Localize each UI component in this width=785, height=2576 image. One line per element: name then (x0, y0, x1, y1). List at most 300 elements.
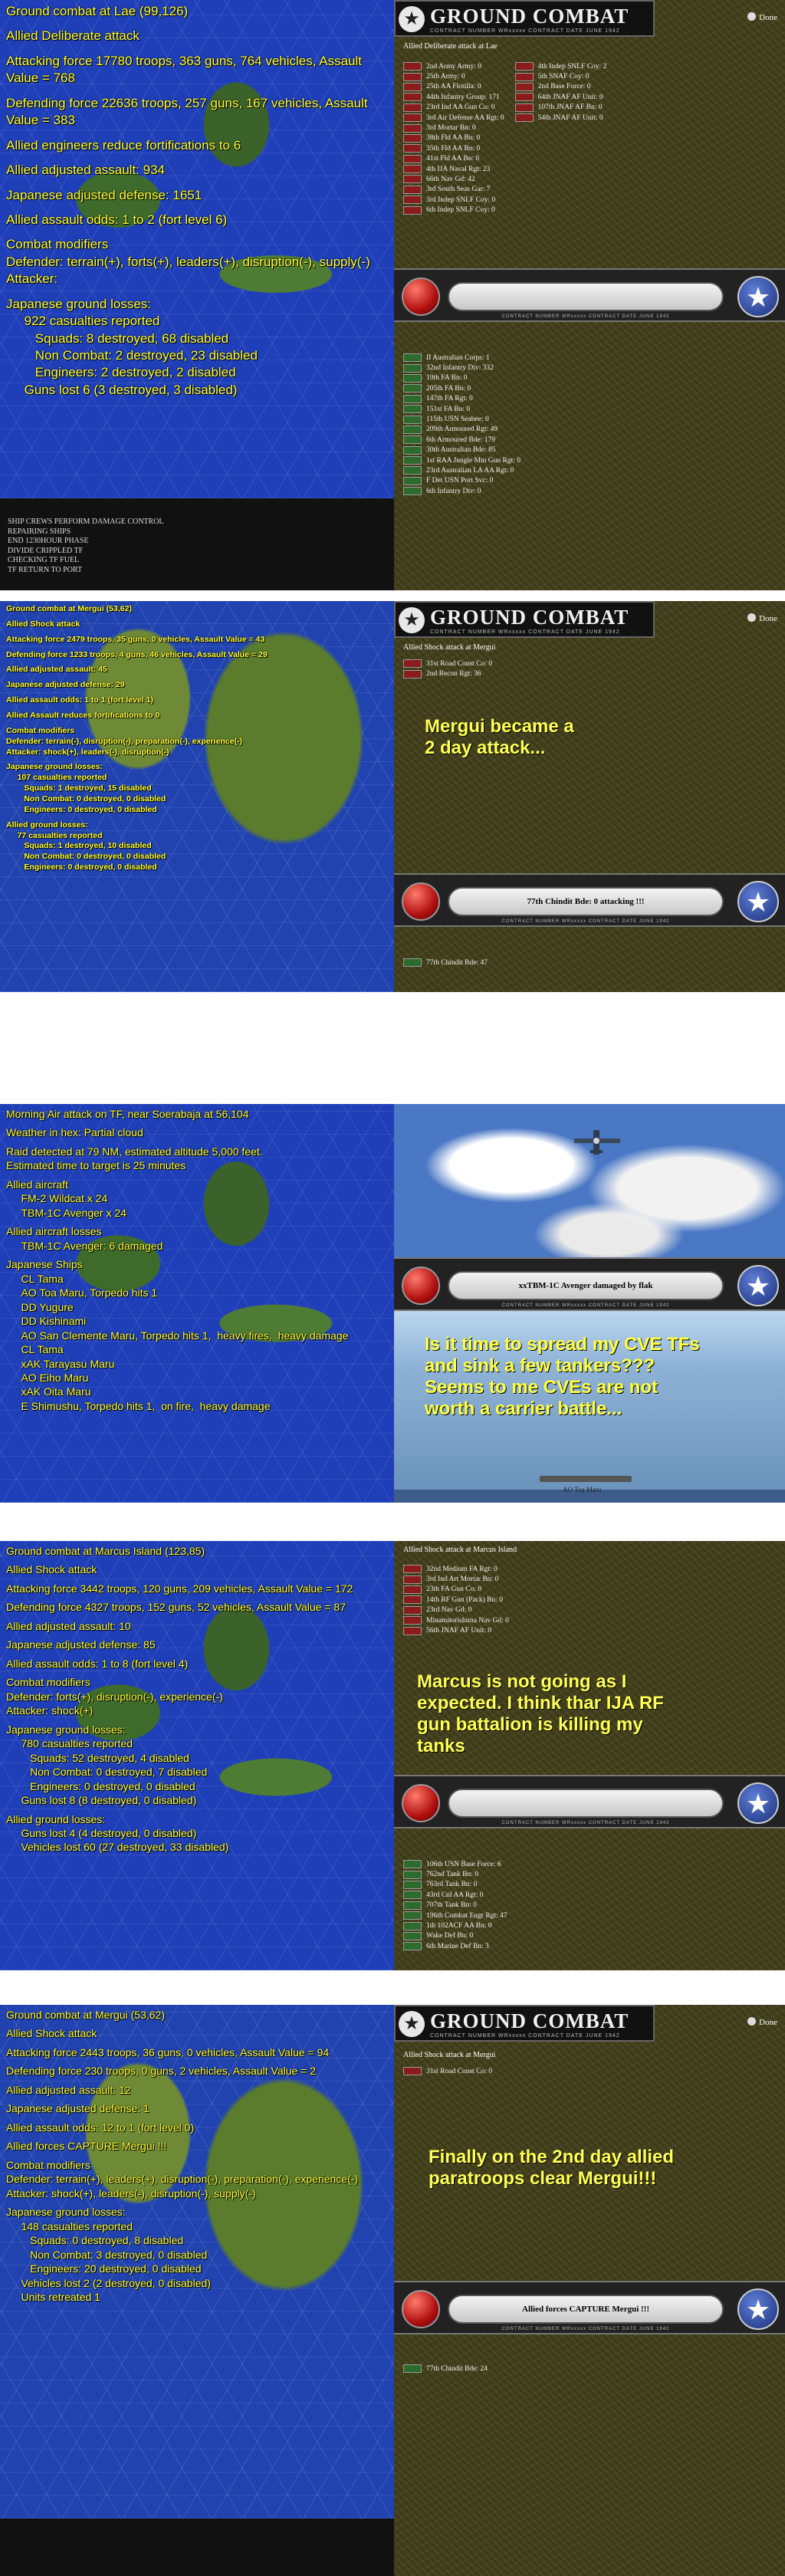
report-line: AO San Clemente Maru, Torpedo hits 1, heavy fires, heavy damage (6, 1329, 349, 1342)
unit-counter-icon (403, 426, 422, 434)
report-line: Attacking force 17780 troops, 363 guns, 764 vehicles, Assault Value = 768 (6, 53, 366, 86)
unit-counter-icon (515, 62, 534, 71)
unit-row[interactable] (403, 1911, 507, 1921)
unit-row[interactable] (403, 154, 504, 164)
unit-counter-icon (403, 2364, 422, 2373)
unit-label: 38th Fld AA Bn: 0 (426, 134, 481, 143)
unit-row[interactable] (403, 1595, 509, 1605)
message-log (8, 518, 383, 575)
report-line: Non Combat: 0 destroyed, 7 disabled (6, 1766, 208, 1779)
report-line: Allied adjusted assault: 10 (6, 1619, 131, 1632)
commentary-callout: Marcus is not going as I expected. I think thar IJA RF gun battalion is killing my tanks (417, 1671, 664, 1756)
unit-row[interactable] (403, 465, 521, 475)
unit-counter-icon (403, 206, 422, 215)
unit-row[interactable] (403, 113, 504, 123)
unit-label: 23rd Ind AA Gun Co: 0 (426, 104, 495, 112)
unit-counter-icon (403, 1606, 422, 1615)
panel-mergui-2 (0, 2005, 785, 2576)
report-line: Engineers: 2 destroyed, 2 disabled (6, 365, 236, 380)
unit-row[interactable] (403, 404, 521, 414)
report-spacer (6, 45, 388, 53)
unit-label: F Det USN Port Svc: 0 (426, 477, 494, 485)
unit-label: 77th Chindit Bde: 24 (426, 2364, 488, 2373)
result-bar (394, 1257, 785, 1311)
report-line: Attacker: shock(+) (6, 1704, 94, 1717)
unit-counter-icon (403, 374, 422, 383)
japanese-emblem-icon (402, 1267, 440, 1305)
unit-label: 3rd Mortar Bn: 0 (426, 124, 476, 133)
unit-counter-icon (403, 124, 422, 133)
ship-label: AO Toa Maru (563, 1486, 602, 1493)
report-line: Guns lost 4 (4 destroyed, 0 disabled) (6, 1826, 197, 1839)
unit-label: 6th Infantry Div: 0 (426, 487, 481, 495)
attack-header: Allied Deliberate attack at Lae (403, 42, 498, 51)
unit-label: 3rd Air Defense AA Rgt: 0 (426, 113, 504, 122)
log-line: REPAIRING SHIPS (8, 527, 71, 536)
radio-icon (747, 613, 756, 622)
unit-row[interactable] (403, 2364, 488, 2374)
unit-label: 14th RF Gun (Pack) Bn: 0 (426, 1595, 504, 1604)
star-emblem-icon: ★ (399, 607, 425, 633)
report-line: Allied aircraft losses (6, 1225, 102, 1238)
report-spacer (6, 154, 388, 162)
report-line: Japanese adjusted defense: 85 (6, 1638, 156, 1651)
report-line: Combat modifiers (6, 1676, 90, 1689)
log-line: DIVIDE CRIPPLED TF (8, 546, 84, 555)
unit-label: 6th Armoured Bde: 179 (426, 435, 495, 444)
unit-label: 151st FA Bn: 0 (426, 405, 471, 413)
unit-counter-icon (515, 73, 534, 81)
japanese-emblem-icon (402, 1784, 440, 1822)
tanker-ship-icon (540, 1476, 632, 1482)
done-label: Done (759, 2018, 777, 2027)
unit-row[interactable] (515, 113, 607, 123)
report-line: Squads: 1 destroyed, 10 disabled (6, 841, 152, 851)
japanese-units (403, 1564, 509, 1636)
unit-row[interactable] (403, 353, 521, 363)
unit-row[interactable] (403, 1869, 507, 1879)
unit-row[interactable] (403, 1931, 507, 1941)
unit-label: 6th Indep SNLF Coy: 0 (426, 206, 495, 215)
done-button[interactable] (747, 2017, 777, 2027)
unit-counter-icon (403, 477, 422, 485)
report-line: Combat modifiers (6, 2158, 90, 2171)
result-bar (394, 2281, 785, 2334)
report-line: Defending force 22636 troops, 257 guns, 167 vehicles, Assault Value = 383 (6, 95, 372, 128)
star-emblem-icon: ★ (399, 2011, 425, 2037)
report-line: Defender: terrain(+), forts(+), leaders(+), disruption(-), supply(-) (6, 254, 370, 269)
attack-header: Allied Shock attack at Mergui (403, 2051, 496, 2059)
report-line: Guns lost 6 (3 destroyed, 3 disabled) (6, 382, 238, 397)
unit-counter-icon (403, 487, 422, 495)
unit-row[interactable] (403, 1564, 509, 1574)
unit-counter-icon (403, 466, 422, 475)
unit-row[interactable] (403, 1880, 507, 1890)
unit-row[interactable] (403, 123, 504, 133)
done-label: Done (759, 13, 777, 22)
result-subtitle: CONTRACT NUMBER WRxxxxx CONTRACT DATE JUNE 1942 (501, 1303, 670, 1308)
unit-label: 209th Armoured Rgt: 49 (426, 426, 498, 434)
radio-icon (747, 2017, 756, 2026)
unit-row[interactable] (403, 82, 504, 92)
report-line: Vehicles lost 2 (2 destroyed, 0 disabled) (6, 2276, 211, 2289)
unit-row[interactable] (515, 92, 607, 102)
star-emblem-icon: ★ (399, 6, 425, 32)
unit-counter-icon (403, 1860, 422, 1868)
report-line: Allied Assault reduces fortifications to 0 (6, 711, 160, 721)
air-combat-sky (394, 1104, 785, 1257)
allied-star-icon: ★ (737, 2288, 779, 2330)
report-line: Defending force 4327 troops, 152 guns, 52 vehicles, Assault Value = 87 (6, 1601, 346, 1614)
japanese-units (403, 659, 492, 679)
unit-row[interactable] (403, 373, 521, 383)
done-button[interactable] (747, 12, 777, 22)
result-subtitle: CONTRACT NUMBER WRxxxxx CONTRACT DATE JUNE 1942 (501, 1821, 670, 1825)
unit-counter-icon (403, 384, 422, 393)
unit-label: 25th AA Flotilla: 0 (426, 83, 481, 91)
unit-row[interactable] (403, 425, 521, 435)
unit-counter-icon (403, 1891, 422, 1899)
report-line: Vehicles lost 60 (27 destroyed, 33 disabled) (6, 1841, 229, 1854)
report-line: xAK Oita Maru (6, 1385, 91, 1398)
unit-label: 1th 102ACF AA Bn: 0 (426, 1922, 492, 1930)
report-line: Attacker: shock(+), leaders(-), disruption(-), supply(-) (6, 2187, 256, 2200)
report-line: Allied engineers reduce fortifications to 6 (6, 137, 241, 153)
allied-star-icon: ★ (737, 1265, 779, 1306)
unit-label: 31st Road Const Co: 0 (426, 2067, 493, 2075)
unit-row[interactable] (403, 455, 521, 465)
report-line: Allied aircraft (6, 1178, 68, 1191)
unit-row[interactable] (403, 435, 521, 445)
report-line: Raid detected at 79 NM, estimated altitude 5,000 feet. (6, 1145, 263, 1158)
report-line: Engineers: 0 destroyed, 0 disabled (6, 1779, 195, 1792)
done-label: Done (759, 614, 777, 623)
unit-label: 3rd Indep SNLF Coy: 0 (426, 196, 496, 204)
unit-counter-icon (403, 1932, 422, 1940)
result-bar (394, 268, 785, 322)
report-line: AO Eiho Maru (6, 1371, 89, 1384)
report-line: xAK Tarayasu Maru (6, 1357, 115, 1370)
unit-counter-icon (403, 2067, 422, 2075)
unit-counter-icon (403, 456, 422, 465)
japanese-emblem-icon (402, 278, 440, 316)
unit-row[interactable] (403, 1605, 509, 1615)
unit-row[interactable] (403, 1859, 507, 1869)
report-line: Defender: forts(+), disruption(-), experience(-) (6, 1690, 223, 1703)
report-spacer (6, 87, 388, 95)
unit-row[interactable] (403, 669, 492, 678)
report-line: Allied assault odds: 12 to 1 (fort level 0) (6, 2121, 195, 2134)
unit-counter-icon (515, 113, 534, 122)
result-message: 77th Chindit Bde: 0 attacking !!! (448, 887, 724, 916)
report-line: Allied Shock attack (6, 619, 80, 629)
unit-label: 205th FA Bn: 0 (426, 384, 471, 393)
unit-row[interactable] (403, 143, 504, 153)
result-message: Allied forces CAPTURE Mergui !!! (448, 2295, 724, 2324)
result-bar (394, 1775, 785, 1829)
unit-counter-icon (403, 144, 422, 153)
unit-row[interactable] (403, 414, 521, 424)
unit-label: 707th Tank Bn: 0 (426, 1901, 477, 1910)
unit-counter-icon (403, 1911, 422, 1920)
ground-combat-panel (394, 2005, 785, 2576)
header-title: GROUND COMBAT (430, 606, 629, 629)
panel-marcus-island (0, 1541, 785, 1970)
unit-row[interactable] (515, 82, 607, 92)
log-line: CHECKING TF FUEL (8, 556, 80, 564)
header-title: GROUND COMBAT (430, 2009, 629, 2032)
unit-counter-icon (403, 1585, 422, 1594)
result-message (448, 1789, 724, 1818)
unit-counter-icon (403, 395, 422, 403)
unit-row[interactable] (403, 383, 521, 393)
combat-report (0, 1541, 394, 1858)
unit-counter-icon (403, 1942, 422, 1950)
unit-row[interactable] (515, 71, 607, 81)
unit-label: 762nd Tank Bn: 0 (426, 1871, 479, 1879)
unit-row[interactable] (403, 61, 504, 71)
report-line: Weather in hex: Partial cloud (6, 1126, 143, 1139)
unit-counter-icon (403, 186, 422, 194)
unit-row[interactable] (403, 164, 504, 174)
ground-combat-header (394, 2005, 655, 2042)
unit-row[interactable] (515, 103, 607, 113)
avenger-plane-icon (570, 1127, 624, 1158)
unit-counter-icon (403, 1901, 422, 1910)
report-line: Defending force 1233 troops, 4 guns, 46 vehicles, Assault Value = 29 (6, 649, 268, 659)
unit-row[interactable] (403, 1941, 507, 1951)
unit-row[interactable] (403, 1615, 509, 1625)
header-subtitle: CONTRACT NUMBER WRxxxxx CONTRACT DATE JUNE 1942 (430, 629, 620, 635)
unit-counter-icon (403, 446, 422, 455)
unit-label: 23rd Australian LA AA Rgt: 0 (426, 466, 514, 475)
report-line: 107 casualties reported (6, 773, 107, 783)
result-subtitle: CONTRACT NUMBER WRxxxxx CONTRACT DATE JUNE 1942 (501, 919, 670, 924)
unit-counter-icon (403, 1922, 422, 1930)
commentary-callout: Is it time to spread my CVE TFs and sink a few tankers??? Seems to me CVEs are not worth a carrier battle... (425, 1334, 700, 1419)
unit-label: 66th Nav Gd: 42 (426, 175, 475, 183)
unit-row[interactable] (403, 445, 521, 455)
attack-header: Allied Shock attack at Mergui (403, 643, 496, 652)
unit-counter-icon (403, 104, 422, 112)
unit-label: 41st Fld AA Bn: 0 (426, 155, 480, 163)
report-line: CL Tama (6, 1343, 64, 1356)
result-message (448, 282, 724, 311)
report-line: Japanese adjusted defense: 1651 (6, 187, 202, 202)
report-line: Allied assault odds: 1 to 8 (fort level 4) (6, 1657, 189, 1670)
sea-view (394, 1311, 785, 1493)
report-line: Ground combat at Marcus Island (123,85) (6, 1545, 205, 1557)
unit-row[interactable] (403, 363, 521, 373)
air-combat-panel (394, 1104, 785, 1503)
unit-label: 5th SNAF Coy: 0 (537, 73, 590, 81)
panel-mergui-1 (0, 601, 785, 992)
log-line: SHIP CREWS PERFORM DAMAGE CONTROL (8, 518, 164, 526)
unit-row[interactable] (403, 133, 504, 143)
japanese-units-left (403, 61, 504, 215)
report-line: CL Tama (6, 1272, 64, 1285)
report-line: Ground combat at Mergui (53,62) (6, 604, 132, 613)
allied-units (403, 353, 521, 496)
report-line: Morning Air attack on TF, near Soerabaja at 56,104 (6, 1108, 249, 1120)
unit-label: 107th JNAF AF Bn: 0 (537, 104, 603, 112)
attack-header: Allied Shock attack at Marcus Island (403, 1546, 517, 1554)
commentary-callout: Finally on the 2nd day allied paratroops clear Mergui!!! (429, 2147, 675, 2189)
unit-row[interactable] (403, 103, 504, 113)
report-line: Combat modifiers (6, 725, 75, 735)
unit-counter-icon (403, 416, 422, 424)
report-line: Squads: 52 destroyed, 4 disabled (6, 1751, 189, 1764)
report-line: 922 casualties reported (6, 314, 160, 329)
unit-row[interactable] (403, 659, 492, 669)
unit-counter-icon (403, 435, 422, 444)
report-line: Ground combat at Lae (99,126) (6, 4, 189, 18)
report-line: Allied adjusted assault: 934 (6, 163, 165, 178)
report-line: Allied assault odds: 1 to 1 (fort level 1) (6, 695, 153, 705)
report-line: Guns lost 8 (8 destroyed, 0 disabled) (6, 1794, 197, 1807)
report-line: 780 casualties reported (6, 1737, 133, 1750)
report-line: Allied assault odds: 1 to 2 (fort level 6) (6, 212, 228, 227)
unit-row[interactable] (403, 486, 521, 496)
unit-row[interactable] (403, 71, 504, 81)
unit-counter-icon (403, 113, 422, 122)
report-line: Attacking force 2443 troops, 36 guns, 0 vehicles, Assault Value = 94 (6, 2045, 330, 2058)
unit-row[interactable] (403, 2066, 492, 2076)
ground-combat-header (394, 601, 655, 638)
report-line: Allied ground losses: (6, 820, 88, 830)
unit-label: 4th IJA Naval Rgt: 23 (426, 165, 491, 173)
allied-units (403, 1859, 507, 1952)
report-line: Non Combat: 0 destroyed, 0 disabled (6, 852, 166, 862)
unit-counter-icon (403, 659, 422, 668)
unit-counter-icon (403, 83, 422, 91)
unit-row[interactable] (403, 1901, 507, 1911)
ground-combat-panel (394, 0, 785, 590)
unit-label: 1st RAA Jungle Mtn Gun Rgt: 0 (426, 456, 521, 465)
allied-star-icon: ★ (737, 881, 779, 922)
unit-counter-icon (403, 405, 422, 413)
result-bar (394, 873, 785, 927)
done-button[interactable] (747, 613, 777, 623)
unit-row[interactable] (515, 61, 607, 71)
unit-row[interactable] (403, 394, 521, 404)
unit-row[interactable] (403, 1625, 509, 1635)
unit-label: II Australian Corps: 1 (426, 353, 490, 362)
unit-label: 56th JNAF AF Unit: 0 (426, 1627, 491, 1635)
unit-row[interactable] (403, 1585, 509, 1595)
report-line: Attacking force 2479 troops, 35 guns, 0 vehicles, Assault Value = 43 (6, 634, 265, 644)
unit-counter-icon (403, 958, 422, 967)
report-line: Units retreated 1 (6, 2290, 100, 2303)
unit-label: 106th USN Base Force: 6 (426, 1860, 501, 1868)
report-line: Allied forces CAPTURE Mergui !!! (6, 2140, 167, 2153)
report-line: Japanese ground losses: (6, 296, 152, 311)
unit-counter-icon (403, 165, 422, 173)
unit-row[interactable] (403, 958, 488, 968)
unit-row[interactable] (403, 1890, 507, 1900)
unit-label: 115th USN Seabee: 0 (426, 416, 489, 424)
unit-row[interactable] (403, 185, 504, 195)
unit-label: 3rd South Seas Gar: 7 (426, 186, 491, 194)
report-line: Non Combat: 2 destroyed, 23 disabled (6, 348, 258, 363)
message-log-panel (0, 2518, 394, 2576)
log-line: TF RETURN TO PORT (8, 565, 83, 574)
unit-row[interactable] (403, 205, 504, 215)
unit-label: 30th Australian Bde: 85 (426, 446, 496, 455)
japanese-units-right (515, 61, 607, 215)
report-line: Allied Shock attack (6, 2027, 97, 2040)
unit-row[interactable] (403, 1574, 509, 1584)
unit-row[interactable] (403, 476, 521, 486)
report-line: AO Toa Maru, Torpedo hits 1 (6, 1286, 158, 1300)
report-line: Defender: terrain(+), leaders(+), disruption(-), preparation(-), experience(-) (6, 2173, 359, 2186)
report-spacer (6, 179, 388, 187)
unit-row[interactable] (403, 1921, 507, 1930)
unit-counter-icon (403, 353, 422, 362)
unit-label: 32nd Medium FA Rgt: 0 (426, 1565, 498, 1573)
report-line: Squads: 0 destroyed, 8 disabled (6, 2234, 184, 2247)
unit-label: 43rd Cnl AA Rgt: 0 (426, 1891, 484, 1899)
report-line: Allied adjusted assault: 45 (6, 665, 107, 675)
unit-counter-icon (403, 1595, 422, 1604)
unit-label: 4th Indep SNLF Coy: 2 (537, 62, 607, 71)
report-spacer (6, 204, 388, 212)
unit-label: 19th FA Bn: 0 (426, 374, 468, 383)
report-line: Defender: terrain(-), disruption(-), preparation(-), experience(-) (6, 736, 243, 746)
report-line: 148 casualties reported (6, 2220, 133, 2233)
allied-units (403, 2364, 488, 2374)
report-line: Non Combat: 3 destroyed, 0 disabled (6, 2248, 208, 2261)
unit-label: 763rd Tank Bn: 0 (426, 1881, 478, 1889)
combat-report (0, 0, 394, 402)
allied-units (403, 958, 488, 968)
report-line: Squads: 1 destroyed, 15 disabled (6, 784, 152, 794)
report-line: Attacking force 3442 troops, 120 guns, 209 vehicles, Assault Value = 172 (6, 1582, 353, 1595)
radio-icon (747, 12, 756, 21)
unit-row[interactable] (403, 92, 504, 102)
result-message: xxTBM-1C Avenger damaged by flak (448, 1271, 724, 1300)
unit-counter-icon (403, 62, 422, 71)
combat-report (0, 2005, 394, 2307)
report-line: Japanese ground losses: (6, 762, 103, 772)
report-line: Japanese adjusted defense: 29 (6, 680, 125, 690)
report-line: Non Combat: 0 destroyed, 0 disabled (6, 794, 166, 804)
report-line: TBM-1C Avenger x 24 (6, 1206, 126, 1219)
unit-counter-icon (403, 73, 422, 81)
unit-row[interactable] (403, 195, 504, 205)
unit-label: 23th FA Gun Co: 0 (426, 1585, 482, 1594)
report-line: Engineers: 20 destroyed, 0 disabled (6, 2262, 202, 2275)
panel-lae (0, 0, 785, 590)
report-spacer (6, 130, 388, 137)
report-line: 77 casualties reported (6, 830, 103, 840)
report-line: Japanese ground losses: (6, 1723, 126, 1736)
report-line: Ground combat at Mergui (53,62) (6, 2009, 165, 2021)
allied-star-icon: ★ (737, 1783, 779, 1824)
report-line: Attacker: shock(+), leaders(-), disruption(-) (6, 747, 169, 757)
report-line: TBM-1C Avenger: 6 damaged (6, 1239, 163, 1252)
unit-counter-icon (403, 364, 422, 373)
unit-row[interactable] (403, 174, 504, 184)
unit-counter-icon (403, 1616, 422, 1625)
header-subtitle: CONTRACT NUMBER WRxxxxx CONTRACT DATE JUNE 1942 (430, 28, 620, 34)
unit-counter-icon (403, 1871, 422, 1879)
japanese-emblem-icon (402, 2290, 440, 2328)
report-line: Allied adjusted assault: 12 (6, 2083, 131, 2096)
report-line: DD Kishinami (6, 1315, 87, 1328)
report-spacer (6, 228, 388, 236)
allied-star-icon: ★ (737, 276, 779, 317)
